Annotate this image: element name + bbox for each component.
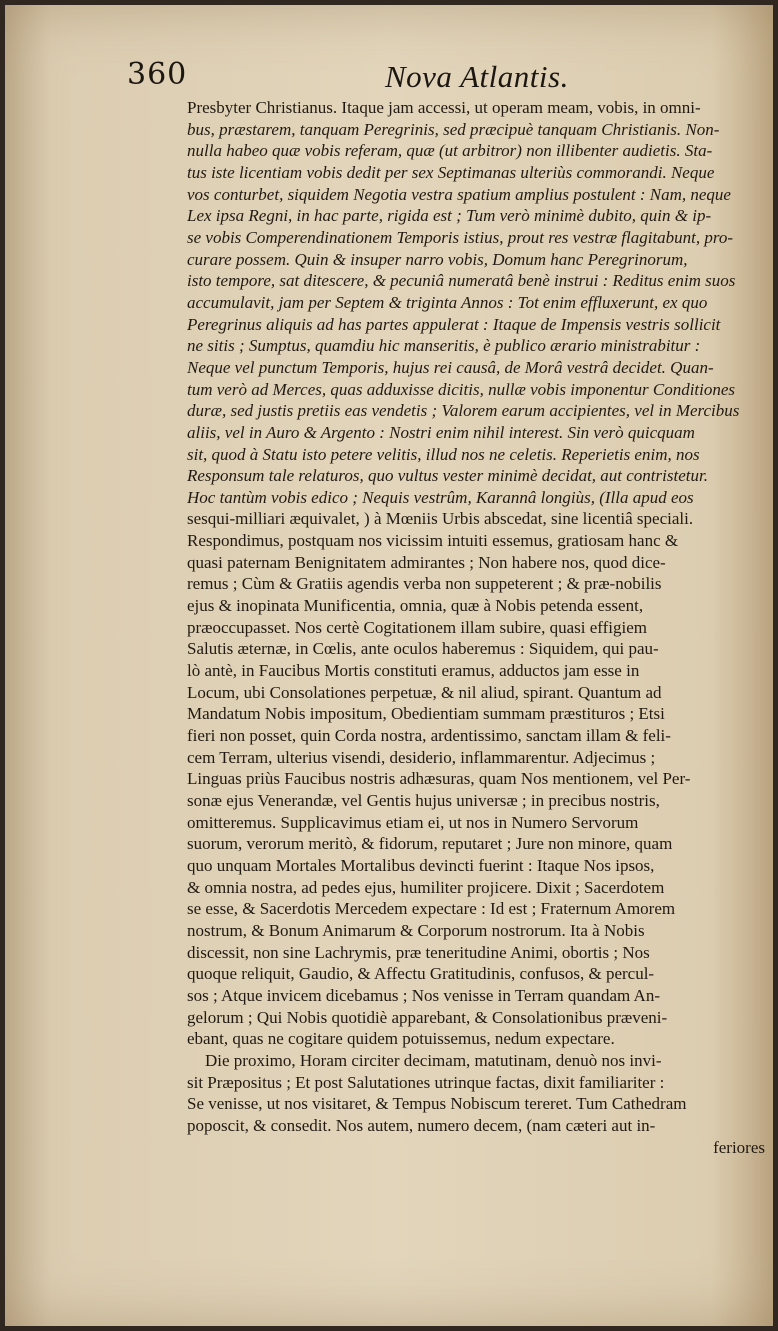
text-line: aliis, vel in Auro & Argento : Nostri enim nihil interest. Sin verò quicquam [187, 422, 695, 442]
text-line: quo unquam Mortales Mortalibus devincti fuerint : Itaque Nos ipsos, [187, 855, 655, 875]
text-line: fieri non posset, quin Corda nostra, ardentissimo, sanctam illam & feli- [187, 726, 671, 746]
text-line: Mandatum Nobis impositum, Obedientiam summam præstituros ; Etsi [187, 704, 665, 724]
text-line: nostrum, & Bonum Animarum & Corporum nostrorum. Ita à Nobis [187, 920, 645, 940]
text-line: Salutis æternæ, in Cœlis, ante oculos haberemus : Siquidem, qui pau- [187, 639, 659, 659]
text-line: omitteremus. Supplicavimus etiam ei, ut nos in Numero Servorum [187, 812, 639, 832]
book-page [5, 5, 773, 1326]
text-line: sesqui-milliari æquivalet, ) à Mœniis Urbis abscedat, sine licentiâ speciali. [187, 509, 694, 529]
text-line: Die proximo, Horam circiter decimam, matutinam, denuò nos invi- [205, 1050, 662, 1070]
text-line: vos conturbet, siquidem Negotia vestra spatium amplius postulent : Nam, neque [187, 184, 731, 204]
text-line: discessit, non sine Lachrymis, præ teneritudine Animi, obortis ; Nos [187, 942, 650, 962]
text-line: quasi paternam Benignitatem admirantes ; Non habere nos, quod dice- [187, 552, 666, 572]
text-line: quoque reliquit, Gaudio, & Affectu Gratitudinis, confusos, & percul- [187, 964, 655, 984]
text-line: tus iste licentiam vobis dedit per sex Septimanas ulteriùs commorandi. Neque [187, 162, 715, 182]
text-line: remus ; Cùm & Gratiis agendis verba non suppeterent ; & præ-nobilis [187, 574, 662, 594]
text-line: accumulavit, jam per Septem & triginta Annos : Tot enim effluxerunt, ex quo [187, 292, 708, 312]
text-line: præoccupasset. Nos certè Cogitationem illam subire, quasi effigiem [187, 617, 647, 637]
text-line: Hoc tantùm vobis edico ; Nequis vestrûm, Karannâ longiùs, (Illa apud eos [187, 487, 694, 507]
text-line: duræ, sed justis pretiis eas vendetis ; Valorem earum accipientes, vel in Mercibus [187, 401, 740, 421]
text-line: cem Terram, ulterius visendi, desiderio, inflammarentur. Adjecimus ; [187, 747, 656, 767]
text-line: gelorum ; Qui Nobis quotidiè apparebant, & Consolationibus præveni- [187, 1007, 668, 1027]
text-line: poposcit, & consedit. Nos autem, numero decem, (nam cæteri aut in- [187, 1115, 656, 1135]
text-line: Se venisse, ut nos visitaret, & Tempus Nobiscum tereret. Tum Cathedram [187, 1094, 687, 1114]
catchword: feriores [713, 1137, 765, 1157]
text-line: sit, quod à Statu isto petere velitis, illud nos ne celetis. Reperietis enim, nos [187, 444, 700, 464]
text-line: ebant, quas ne cogitare quidem potuissemus, nedum expectare. [187, 1029, 615, 1049]
text-line: Presbyter Christianus. Itaque jam accessi, ut operam meam, vobis, in omni- [187, 98, 701, 117]
page-number: 360 [127, 57, 188, 92]
text-line: isto tempore, sat ditescere, & pecuniâ numeratâ benè instrui : Reditus enim suos [187, 271, 736, 291]
text-line: tum verò ad Merces, quas adduxisse dicitis, nullæ vobis imponentur Conditiones [187, 379, 736, 399]
text-line: se esse, & Sacerdotis Mercedem expectare : Id est ; Fraternum Amorem [187, 899, 676, 919]
text-line: suorum, verorum meritò, & fidorum, reputaret ; Jure non minore, quam [187, 834, 673, 854]
text-line: Locum, ubi Consolationes perpetuæ, & nil aliud, spirant. Quantum ad [187, 682, 662, 702]
text-line: curare possem. Quin & insuper narro vobis, Domum hanc Peregrinorum, [187, 249, 688, 269]
text-line: Linguas priùs Faucibus nostris adhæsuras, quam Nos mentionem, vel Per- [187, 769, 691, 789]
text-line: & omnia nostra, ad pedes ejus, humiliter projicere. Dixit ; Sacerdotem [187, 877, 665, 897]
text-line: sit Præpositus ; Et post Salutationes utrinque factas, dixit familiariter : [187, 1072, 665, 1092]
text-line: Peregrinus aliquis ad has partes appulerat : Itaque de Impensis vestris sollicit [187, 314, 721, 334]
text-line: nulla habeo quæ vobis referam, quæ (ut arbitror) non illibenter audietis. Sta- [187, 141, 713, 161]
text-line: ne sitis ; Sumptus, quamdiu hic manseritis, è publico ærario ministrabitur : [187, 336, 701, 356]
text-line: Respondimus, postquam nos vicissim intuiti essemus, gratiosam hanc & [187, 531, 679, 551]
text-line: Lex ipsa Regni, in hac parte, rigida est ; Tum verò minimè dubito, quin & ip- [187, 206, 712, 226]
text-line: sonæ ejus Venerandæ, vel Gentis hujus universæ ; in precibus nostris, [187, 791, 660, 810]
page-header [123, 55, 723, 101]
text-line: lò antè, in Faucibus Mortis constituti eramus, adductos jam esse in [187, 661, 640, 681]
text-line: bus, præstarem, tanquam Peregrinis, sed præcipuè tanquam Christianis. Non- [187, 119, 720, 139]
text-line: sos ; Atque invicem dicebamus ; Nos venisse in Terram quandam An- [187, 985, 660, 1005]
text-line: Neque vel punctum Temporis, hujus rei causâ, de Morâ vestrâ decidet. Quan- [187, 357, 714, 377]
text-line: se vobis Comperendinationem Temporis istius, prout res vestræ flagitabunt, pro- [187, 227, 734, 247]
text-line: Responsum tale relaturos, quo vultus vester minimè decidat, aut contristetur. [187, 466, 708, 486]
running-head: Nova Atlantis. [385, 59, 569, 94]
body-text [187, 97, 765, 1158]
text-line: ejus & inopinata Munificentia, omnia, quæ à Nobis petenda essent, [187, 596, 644, 616]
